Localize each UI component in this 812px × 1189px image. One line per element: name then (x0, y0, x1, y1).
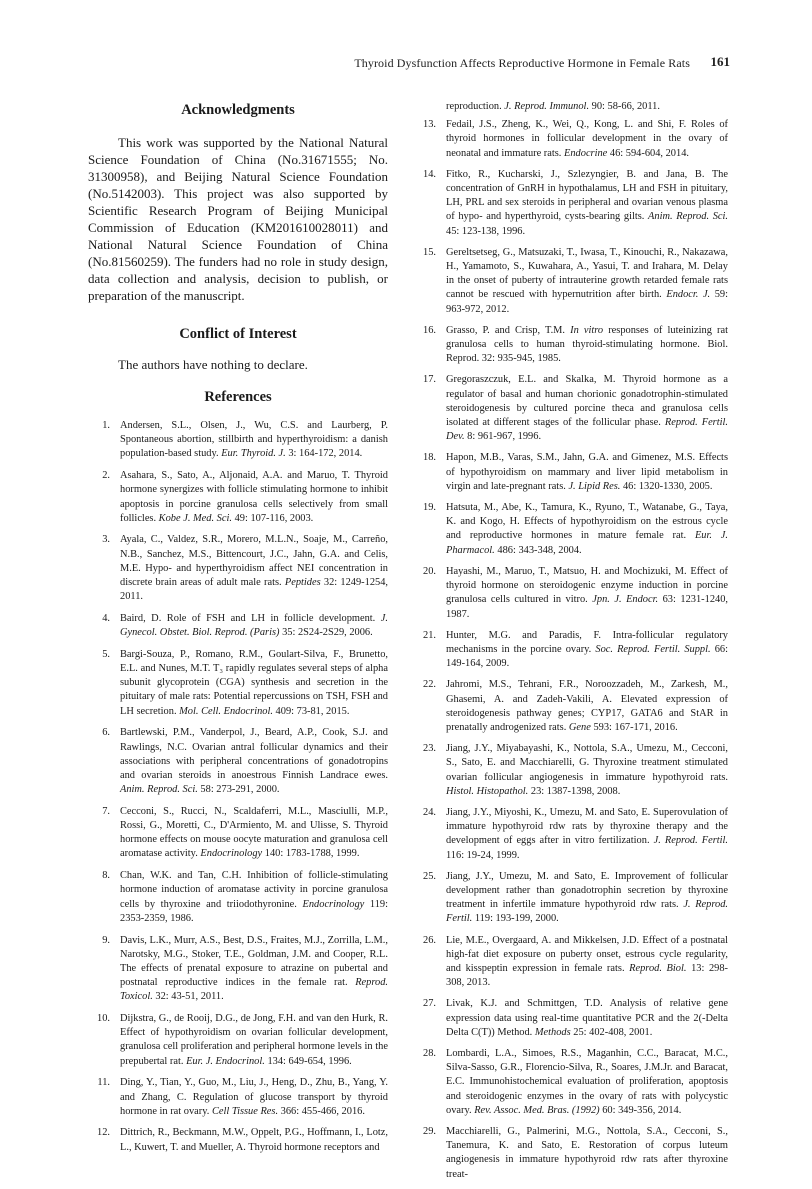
reference-journal: Peptides (284, 577, 321, 589)
reference-item (414, 565, 728, 622)
reference-continuation-journal: J. Reprod. Immunol. (504, 101, 590, 112)
reference-text: Jiang, J.Y., Umezu, M. and Sato, E. Improvement of follicular development rather than gonadotrophin secretion by thyroxine treatment in infertile immature hypothyroid rdw rats. (446, 870, 728, 911)
reference-journal: J. Lipid Res. (568, 480, 621, 492)
conflict-heading: Conflict of Interest (179, 326, 297, 342)
reference-tail: 45: 123-138, 1996. (446, 225, 526, 237)
reference-item (414, 373, 728, 444)
reference-text: Andersen, S.L., Olsen, J., Wu, C.S. and Laurberg, P. Spontaneous abortion, stillbirth and hyperthyroidism: a danish population-based study. (120, 420, 388, 460)
reference-text: Hatsuta, M., Abe, K., Tamura, K., Ryuno, T., Watanabe, G., Taya, K. and Kogo, H. Effects of hypothyroidism on the estrous cycle and reproductive hormones in mature female rat. (446, 502, 728, 542)
reference-tail: 134: 649-654, 1996. (264, 1055, 352, 1067)
reference-tail: 8: 961-967, 1996. (464, 431, 542, 443)
reference-item (414, 451, 728, 494)
reference-text: Chan, W.K. and Tan, C.H. Inhibition of follicle-stimulating hormone induction of aromatase activity in porcine granulosa cells by thyroxine and triiodothyronine. (120, 870, 388, 910)
reference-number: 18. (423, 452, 436, 464)
reference-item (88, 612, 388, 640)
reference-tail: 46: 594-604, 2014. (607, 147, 689, 159)
reference-journal: Mol. Cell. Endocrinol. (179, 705, 273, 717)
reference-journal: Cell Tissue Res. (211, 1105, 279, 1117)
running-title: Thyroid Dysfunction Affects Reproductive Hormone in Female Rats (354, 56, 690, 70)
reference-number: 2. (102, 470, 110, 482)
reference-journal: Endocrine (564, 147, 608, 159)
reference-tail: 116: 19-24, 1999. (446, 849, 520, 861)
reference-text: Fedail, J.S., Zheng, K., Wei, Q., Kong, L. and Shi, F. Roles of thyroid hormones in follicular development in the ovary of neonatal and immature rats. (446, 119, 728, 159)
reference-number: 4. (102, 612, 110, 624)
reference-text: Jahromi, M.S., Tehrani, F.R., Noroozzadeh, M., Zarkesh, M., Ghasemi, A. and Zadeh-Vakili, A. Elevated expression of steroidogenesis pathway genes; CYP17, GATA6 and StAR in prenatally androgenized rats. (446, 679, 728, 733)
reference-tail: 49: 107-116, 2003. (231, 512, 314, 524)
running-header (90, 54, 730, 72)
reference-number: 20. (423, 565, 436, 577)
reference-text: Baird, D. Role of FSH and LH in follicle development. (120, 612, 381, 624)
reference-item (88, 1012, 388, 1069)
reference-number: 8. (102, 870, 110, 882)
reference-tail: 60: 349-356, 2014. (599, 1104, 682, 1116)
reference-text: Grasso, P. and Crisp, T.M. (446, 324, 571, 336)
reference-tail: responses of luteinizing rat granulosa cells to human thyroid-stimulating hormone. Biol. Reprod. 32: 935-945, 1985. (446, 324, 728, 365)
reference-text: Fitko, R., Kucharski, J., Szlezyngier, B. and Jana, B. The concentration of GnRH in hypothalamus, LH and FSH in pituitary, LH, PRL and sex steroids in peripheral and ovarian venous plasma of hypo- and hyperthyroid, cysts-bearing gilts. (446, 168, 728, 223)
reference-item (414, 246, 728, 317)
reference-journal: Reprod. Toxicol. (120, 977, 388, 1003)
reference-continuation-tail: 90: 58-66, 2011. (589, 101, 660, 112)
reference-number: 1. (102, 420, 110, 431)
reference-text: Dittrich, R., Beckmann, M.W., Oppelt, P.G., Hoffmann, I., Lotz, L., Kuwert, T. and Mueller, A. Thyroid hormone receptors and (120, 1127, 388, 1153)
reference-item (88, 726, 388, 797)
reference-journal: Anim. Reprod. Sci. (648, 211, 728, 223)
reference-number: 28. (423, 1047, 436, 1059)
reference-text: Dijkstra, G., de Rooij, D.G., de Jong, F.H. and van den Hurk, R. Effect of hypothyroidism on ovarian follicular development, granulosa cell proliferation and peripheral hormone levels in the prepubertal rat. (120, 1013, 388, 1067)
reference-journal: In vitro (570, 324, 604, 336)
reference-tail: 32: 1249-1254, 2011. (120, 577, 389, 603)
reference-tail: 366: 455-466, 2016. (278, 1105, 365, 1117)
acknowledgments-body: This work was supported by the National Natural Science Foundation of China (No.31671555; No. 31300958), and Beijing Natural Science Foundation (No.5142003). This project was also supported by Scientific Research Program of Beijing Municipal Commission of Education (KM201610028011) and National Natural Science Foundation of China (No.81560259). The funders had no role in study design, data collection and analysis, decision to publish, or preparation of the manuscript. (88, 135, 388, 303)
reference-journal: J. Reprod. Fertil. (653, 835, 729, 847)
reference-tail: 58: 273-291, 2000. (197, 784, 280, 796)
reference-number: 26. (423, 934, 436, 946)
references-heading: References (204, 389, 272, 405)
left-column (88, 100, 388, 1162)
reference-list-left (88, 419, 388, 1155)
reference-text: Lombardi, L.A., Simoes, R.S., Maganhin, C.C., Baracat, M.C., Silva-Sasso, G.R., Florencio-Silva, R., Soares, J.M.Jr. and Baracat, E.C. Immunohistochemical evaluation of proliferation, apoptosis and steroidogenic enzymes in the ovary of rats with polycystic ovary. (446, 1047, 728, 1116)
reference-tail: 59: 963-972, 2012. (446, 289, 728, 315)
reference-text: Hapon, M.B., Varas, S.M., Jahn, G.A. and Gimenez, M.S. Effects of hypothyroidism on mammary and liver lipid metabolism in virgin and late-pregnant rats. (446, 452, 728, 492)
reference-item (88, 469, 388, 526)
reference-text: Hayashi, M., Maruo, T., Matsuo, H. and Mochizuki, M. Effect of thyroid hormone on steroidogenic enzyme induction in porcine granulosa cells cultured in vitro. (446, 565, 728, 606)
reference-number: 7. (102, 805, 110, 817)
reference-tail: 46: 1320-1330, 2005. (620, 480, 713, 492)
reference-number: 16. (423, 324, 436, 336)
reference-item (88, 533, 388, 604)
page-number: 161 (710, 54, 730, 69)
reference-item (88, 805, 388, 862)
reference-number: 25. (423, 870, 436, 882)
reference-item (414, 629, 728, 672)
reference-tail: 35: 2S24-2S29, 2006. (279, 627, 373, 639)
conflict-body: The authors have nothing to declare. (118, 357, 308, 372)
reference-tail: 63: 1231-1240, 1987. (446, 594, 728, 620)
reference-number: 24. (423, 806, 436, 818)
reference-journal: Eur. J. Pharmacol. (446, 530, 728, 556)
reference-continuation (414, 100, 728, 114)
reference-tail: 66: 149-164, 2009. (446, 643, 728, 670)
reference-text: Lie, M.E., Overgaard, A. and Mikkelsen, J.D. Effect of a postnatal high-fat diet exposure on puberty onset, estrous cycle regularity, and kisspeptin expression in female rats. (446, 934, 728, 974)
reference-journal: Kobe J. Med. Sci. (158, 512, 232, 524)
reference-tail: 32: 43-51, 2011. (152, 991, 224, 1003)
reference-journal: Jpn. J. Endocr. (592, 594, 659, 606)
reference-number: 19. (423, 502, 436, 514)
reference-text: Ayala, C., Valdez, S.R., Morero, M.L.N., Soaje, M., Carreño, N.B., Sanchez, M.S., Bittencourt, J.C., Jahn, G.A. and Celis, M.E. Hypo- and hyperthyroidism affect NEI concentration in discrete brain areas of adult male rats. (120, 534, 388, 589)
reference-item (88, 1076, 388, 1119)
reference-journal: J. Reprod. Fertil. (446, 899, 728, 925)
reference-item (88, 934, 388, 1005)
reference-text: Jiang, J.Y., Miyabayashi, K., Nottola, S.A., Umezu, M., Cecconi, S., Sato, E. and Macchiarelli, G. Thyroxine treatment stimulated ovarian follicular angiogenesis in immature hypothyroid rats. (446, 743, 728, 783)
reference-number: 11. (97, 1077, 110, 1089)
reference-item (414, 501, 728, 558)
reference-number: 6. (102, 727, 110, 739)
acknowledgments-heading: Acknowledgments (181, 102, 295, 118)
reference-journal: Anim. Reprod. Sci. (120, 784, 198, 796)
reference-tail: 140: 1783-1788, 1999. (262, 848, 360, 860)
reference-number: 3. (102, 534, 110, 546)
reference-item (414, 1125, 728, 1182)
reference-tail: 3: 164-172, 2014. (285, 448, 363, 460)
reference-item (88, 648, 388, 719)
reference-item (414, 118, 728, 161)
reference-text: Gregoraszczuk, E.L. and Skalka, M. Thyroid hormone as a regulator of basal and human chorionic gonadotrophin-stimulated steroidogenesis by cultured porcine theca and granulosa cells isolated at different stages of the follicular phase. (446, 374, 728, 429)
reference-item (414, 168, 728, 239)
reference-text: Jiang, J.Y., Miyoshi, K., Umezu, M. and Sato, E. Superovulation of immature hypothyroid rdw rats by thyroxine therapy and the development of eggs after in vitro fertilization. (446, 806, 728, 847)
reference-journal: Endocrinology (302, 898, 365, 910)
reference-text: Livak, K.J. and Schmittgen, T.D. Analysis of relative gene expression data using real-time quantitative PCR and the 2(-Delta Delta C(T)) Method. (446, 998, 728, 1038)
reference-text: Macchiarelli, G., Palmerini, M.G., Nottola, S.A., Cecconi, S., Tanemura, K. and Sato, E. Restoration of corpus luteum angiogenesis in immature hypothyroid rdw rats after thyroxine treat- (446, 1126, 728, 1180)
reference-journal: Rev. Assoc. Med. Bras. (1992) (474, 1104, 600, 1116)
reference-number: 29. (423, 1126, 436, 1137)
reference-number: 10. (97, 1013, 110, 1025)
reference-item (414, 324, 728, 367)
reference-number: 21. (423, 629, 436, 641)
reference-journal: Eur. J. Endocrinol. (186, 1055, 265, 1067)
reference-tail: 25: 402-408, 2001. (570, 1026, 653, 1038)
reference-tail: 119: 193-199, 2000. (472, 913, 559, 925)
reference-number: 17. (423, 374, 436, 386)
reference-item (414, 742, 728, 799)
reference-number: 23. (423, 743, 436, 755)
reference-item (414, 934, 728, 991)
reference-number: 5. (102, 648, 110, 660)
reference-tail: 409: 73-81, 2015. (272, 705, 350, 717)
reference-number: 27. (423, 998, 436, 1010)
reference-item (414, 806, 728, 863)
reference-item (88, 1126, 388, 1154)
reference-text: Asahara, S., Sato, A., Aljonaid, A.A. and Maruo, T. Thyroid hormone synergizes with follicle stimulating hormone to inhibit apoptosis in porcine granulosa cells selectively from small follicles. (120, 470, 388, 524)
reference-number: 9. (102, 934, 110, 946)
reference-journal: Gene (568, 721, 591, 733)
right-column (414, 100, 728, 1189)
reference-tail: 119: 2353-2359, 1986. (120, 898, 388, 924)
reference-number: 14. (423, 168, 436, 180)
reference-tail: 13: 298-308, 2013. (446, 962, 728, 989)
reference-number: 12. (97, 1127, 110, 1139)
reference-text: Ding, Y., Tian, Y., Guo, M., Liu, J., Heng, D., Zhu, B., Yang, Y. and Zhang, C. Regulation of glucose transport by thyroid hormone in rat ovary. (120, 1077, 388, 1117)
reference-journal: Histol. Histopathol. (446, 785, 529, 797)
reference-journal: J. Gynecol. Obstet. Biol. Reprod. (Paris) (120, 612, 388, 639)
reference-number: 15. (423, 246, 436, 258)
reference-continuation-text: reproduction. (446, 101, 505, 112)
reference-item (88, 419, 388, 462)
reference-text: Gereltsetseg, G., Matsuzaki, T., Iwasa, T., Kinouchi, R., Nakazawa, H., Yamamoto, S., Kuwahara, A., Yasui, T. and Irahara, M. Delay in the onset of puberty of intrauterine growth retarded female rats cannot be rescued with hypernutrition after birth. (446, 246, 728, 301)
reference-number: 22. (423, 679, 436, 691)
reference-list-right (414, 118, 728, 1182)
reference-text: Cecconi, S., Rucci, N., Scaldaferri, M.L., Masciulli, M.P., Rossi, G., Moretti, C., D'Armiento, M. and Ulisse, S. Thyroid hormone effects on mouse oocyte maturation and granulosa cell aromatase activity. (120, 805, 388, 860)
reference-number: 13. (423, 119, 436, 131)
reference-item (414, 678, 728, 735)
reference-text: Hunter, M.G. and Paradis, F. Intra-follicular regulatory mechanisms in the porcine ovary. (446, 629, 728, 655)
reference-journal: Endocrinology (200, 848, 263, 860)
reference-tail: 593: 167-171, 2016. (590, 721, 678, 733)
reference-journal: Eur. Thyroid. J. (221, 448, 286, 460)
reference-journal: Methods (534, 1026, 571, 1038)
reference-item (414, 997, 728, 1040)
reference-text: Davis, L.K., Murr, A.S., Best, D.S., Fraites, M.J., Zorrilla, L.M., Narotsky, M.G., Stoker, T.E., Goldman, J.M. and Cooper, R.L. The effects of prenatal exposure to atrazine on pubertal and postnatal reproductive indices in the female rat. (120, 934, 388, 989)
reference-journal: Soc. Reprod. Fertil. Suppl. (595, 643, 711, 655)
reference-tail: 486: 343-348, 2004. (494, 544, 582, 556)
reference-text: Bargi-Souza, P., Romano, R.M., Goulart-Silva, F., Brunetto, E.L. and Nunes, M.T. T₃ rapidly regulates several steps of alpha subunit glycoprotein (CGA) synthesis and secretion in the pituitary of male rats: Potential repercussions on TSH, FSH and LH secretion. (120, 648, 388, 717)
reference-journal: Reprod. Biol. (629, 962, 687, 974)
reference-journal: Reprod. Fertil. Dev. (446, 417, 728, 443)
reference-text: Bartlewski, P.M., Vanderpol, J., Beard, A.P., Cook, S.J. and Rawlings, N.C. Ovarian antral follicular dynamics and their associations with peripheral concentrations of gonadotropins and ovarian steroids in anoestrous Finnish Landrace ewes. (120, 727, 388, 781)
reference-tail: 23: 1387-1398, 2008. (528, 785, 621, 797)
reference-item (414, 870, 728, 927)
reference-journal: Endocr. J. (666, 289, 711, 301)
reference-item (88, 869, 388, 926)
